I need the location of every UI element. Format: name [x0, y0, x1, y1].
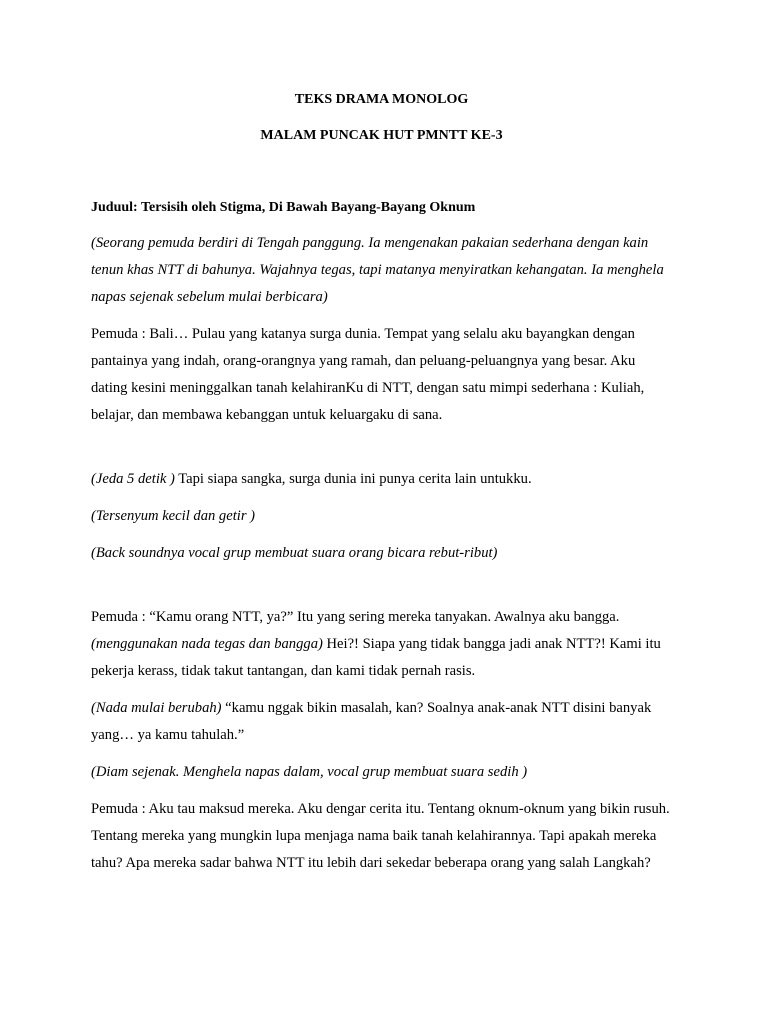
stage-direction-smile: [91, 503, 672, 530]
stage-direction-backsound: [91, 540, 672, 567]
document-title: TEKS DRAMA MONOLOG: [294, 92, 469, 107]
stage-direction-text: (Nada mulai berubah): [91, 700, 222, 716]
monolog-paragraph-1: Pemuda : Bali… Pulau yang katanya surga dunia. Tempat yang selalu aku bayangkan dengan pantainya yang indah, orang-orangnya yang ramah, dan peluang-peluangnya yang besar. Aku dating kesini meninggalkan tanah kelahiranKu di NTT, dengan satu mimpi sederhana : Kuliah, belajar, dan membawa kebanggan untuk keluargaku di sana.: [91, 326, 645, 423]
stage-direction-text: (Seorang pemuda berdiri di Tengah panggung. Ia mengenakan pakaian sederhana dengan kain tenun khas NTT di bahunya. Wajahnya tegas, tapi matanya menyiratkan kehangatan. Ia menghela napas sejenak sebelum mulai berbicara): [91, 235, 664, 305]
monolog-paragraph-2: [91, 466, 672, 493]
monolog-paragraph-4: [91, 695, 672, 749]
dialog-text: Hei?! Siapa yang tidak bangga jadi anak NTT?! Kami itu pekerja kerass, tidak takut tantangan, dan kami tidak pernah rasis.: [91, 636, 661, 679]
monolog-paragraph-3: [91, 604, 672, 685]
stage-direction-text: (Jeda 5 detik ): [91, 471, 175, 487]
drama-title: Juduul: Tersisih oleh Stigma, Di Bawah Bayang-Bayang Oknum: [91, 200, 476, 215]
document-subtitle: MALAM PUNCAK HUT PMNTT KE-3: [260, 128, 503, 143]
stage-direction-text: (Diam sejenak. Menghela napas dalam, vocal grup membuat suara sedih ): [91, 764, 528, 780]
monolog-paragraph-5: Pemuda : Aku tau maksud mereka. Aku dengar cerita itu. Tentang oknum-oknum yang bikin rusuh. Tentang mereka yang mungkin lupa menjaga nama baik tanah kelahirannya. Tapi apakah mereka tahu? Apa mereka sadar bahwa NTT itu lebih dari sekedar beberapa orang yang salah Langkah?: [91, 801, 670, 871]
stage-direction-text: (Back soundnya vocal grup membuat suara orang bicara rebut-ribut): [91, 545, 498, 561]
stage-direction-sigh: [91, 759, 672, 786]
dialog-text: “kamu nggak bikin masalah, kan? Soalnya anak-anak NTT disini banyak yang… ya kamu tahulah.”: [91, 700, 652, 743]
dialog-text: Pemuda : “Kamu orang NTT, ya?” Itu yang sering mereka tanyakan. Awalnya aku bangga.: [91, 609, 620, 625]
stage-direction-opening: [91, 230, 672, 311]
stage-direction-text: (menggunakan nada tegas dan bangga): [91, 636, 323, 652]
stage-direction-text: (Tersenyum kecil dan getir ): [91, 508, 256, 524]
dialog-text: Tapi siapa sangka, surga dunia ini punya cerita lain untukku.: [174, 471, 532, 487]
